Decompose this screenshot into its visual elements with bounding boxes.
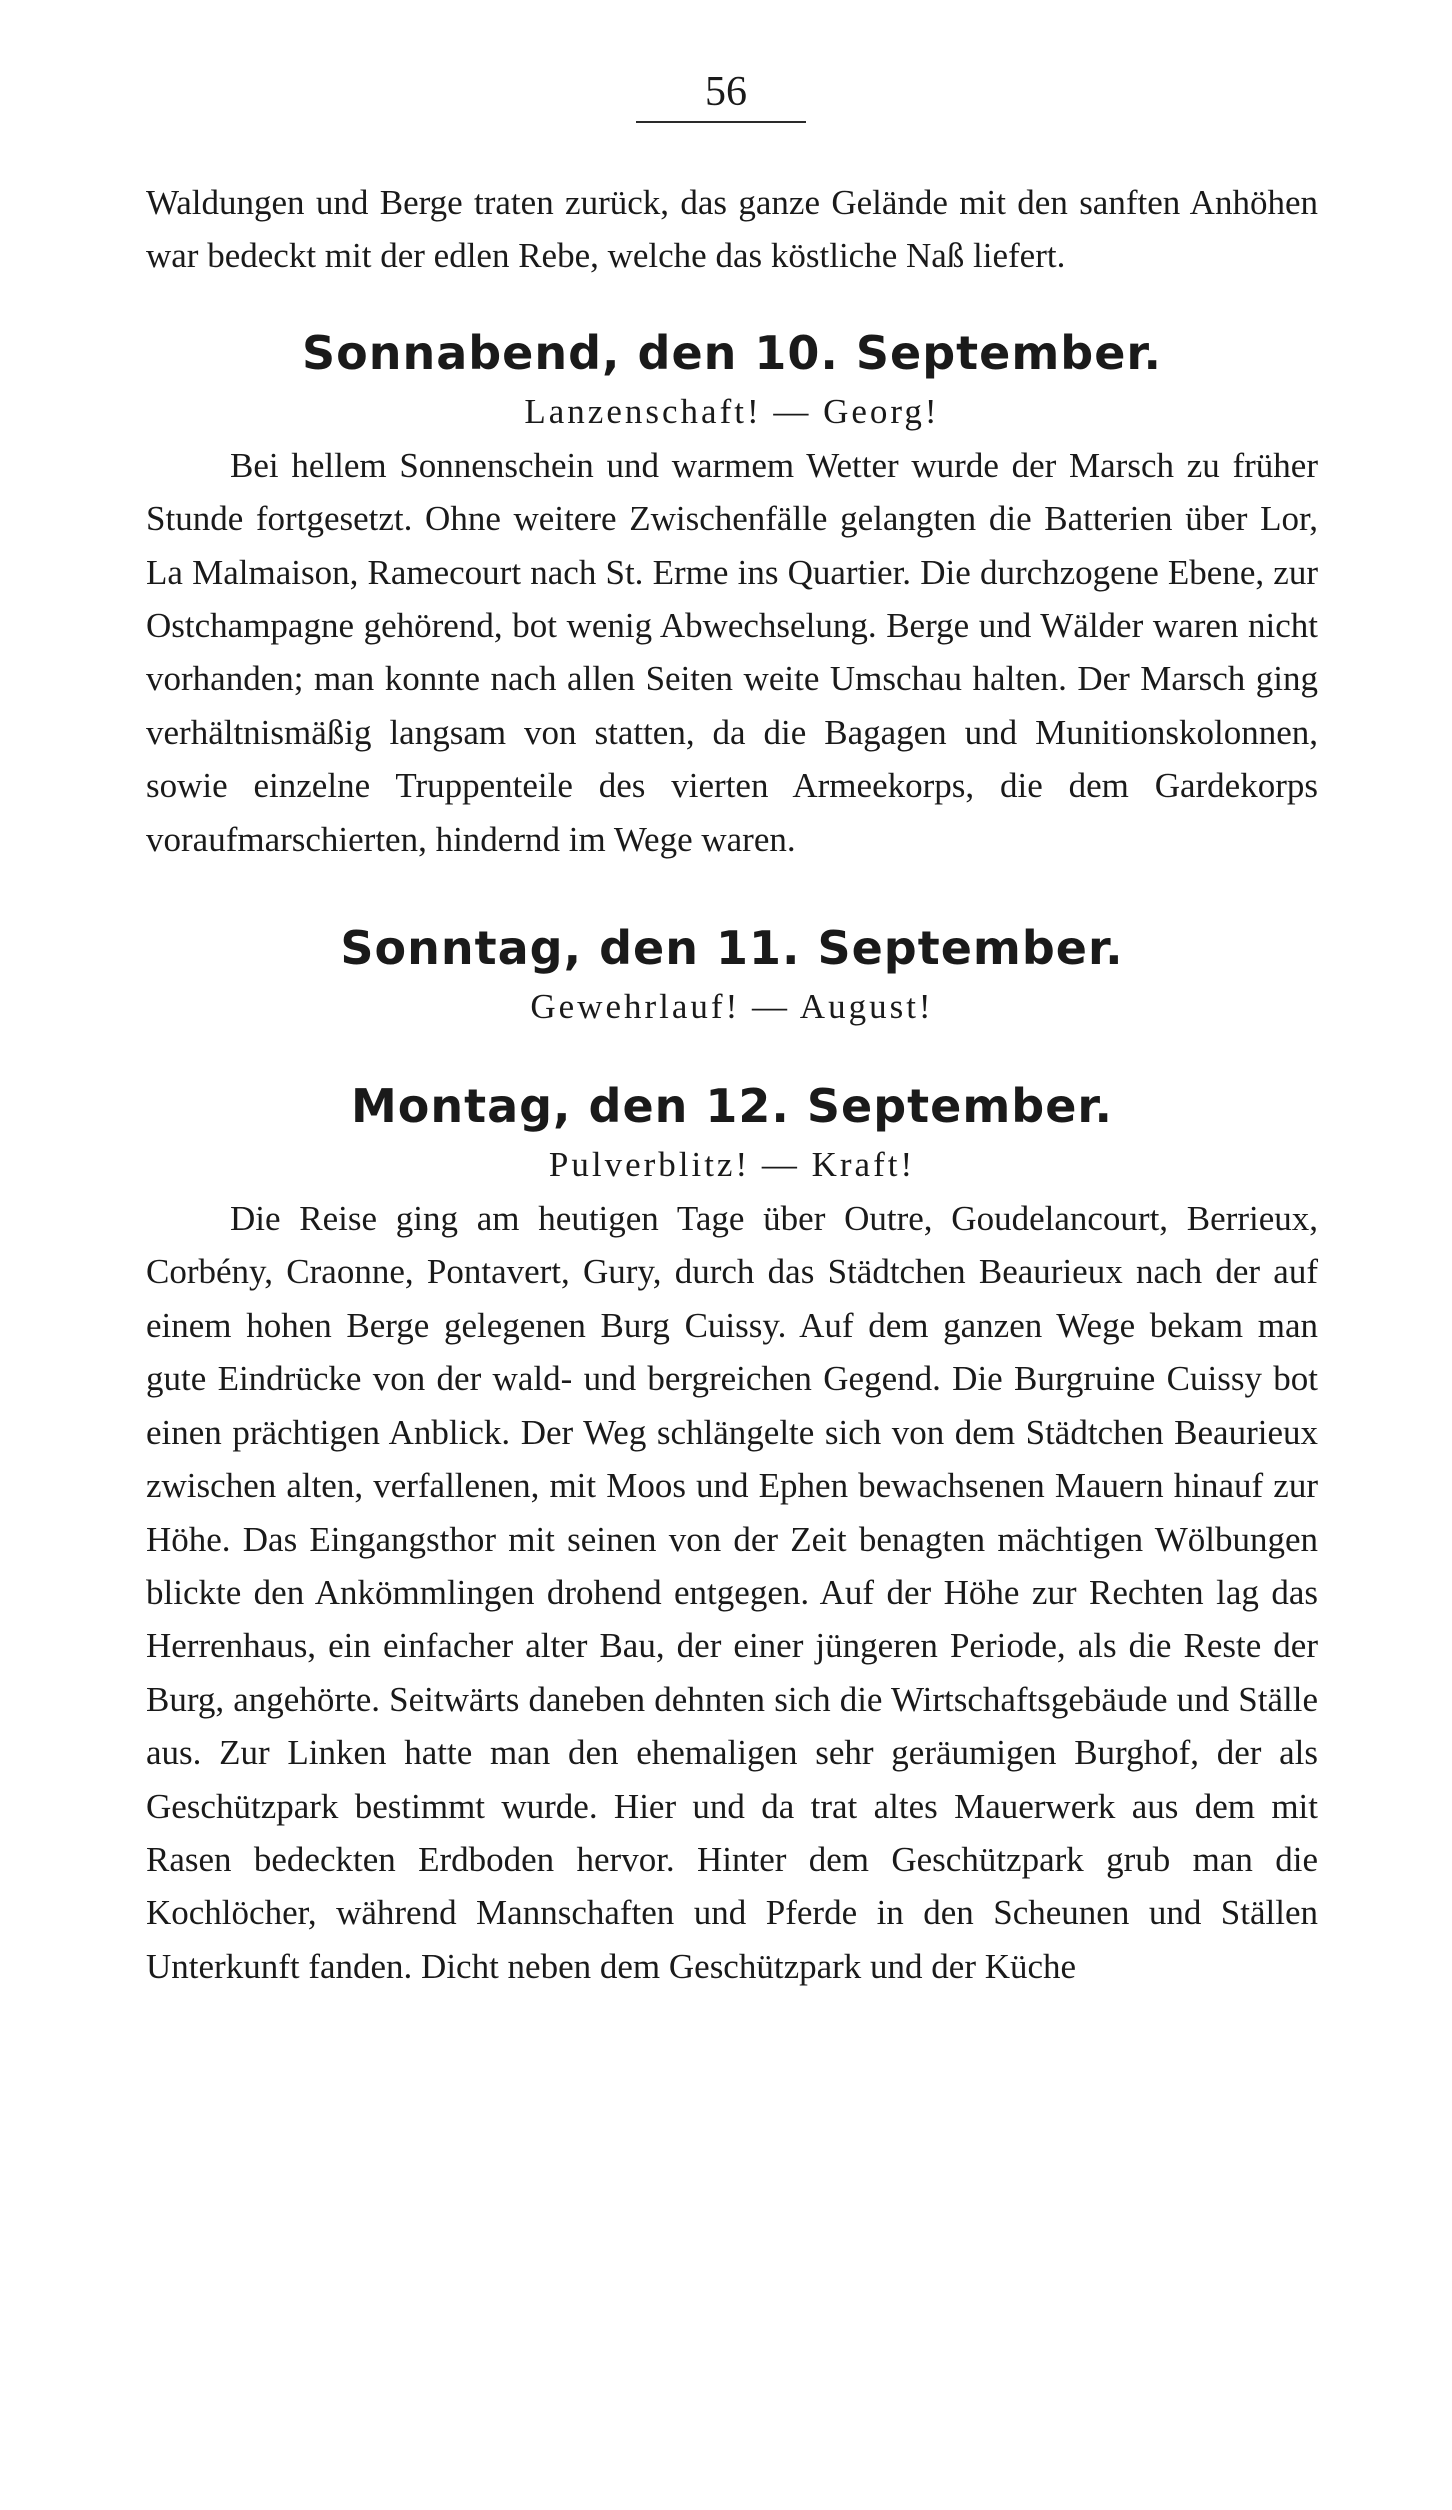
section-text-saturday: Bei hellem Sonnenschein und warmem Wetter wurde der Marsch zu früher Stunde fortgesetzt. Ohne weitere Zwischenfälle gelangten die Batterien über Lor, La Malmaison, Ramecourt nach St. Erme ins Quartier. Die durchzogene Ebene, zur Ostchampagne gehörend, bot wenig Abwechselung. Berge und Wälder waren nicht vorhanden; man konnte nach allen Seiten weite Umschau halten. Der Marsch ging verhältnismäßig langsam von statten, da die Bagagen und Munitionskolonnen, sowie einzelne Truppenteile des vierten Armeekorps, die dem Gardekorps voraufmarschierten, hindernd im Wege waren. [146,445,1318,859]
section-text-monday: Die Reise ging am heutigen Tage über Outre, Goudelancourt, Berrieux, Corbény, Craonne, Pontavert, Gury, durch das Städtchen Beaurieux nach der auf einem hohen Berge gelegenen Burg Cuissy. Auf dem ganzen Wege bekam man gute Eindrücke von der wald- und bergreichen Gegend. Die Burgruine Cuissy bot einen prächtigen Anblick. Der Weg schlängelte sich von dem Städtchen Beaurieux zwischen alten, verfallenen, mit Moos und Ephen bewachsenen Mauern hinauf zur Höhe. Das Eingangsthor mit seinen von der Zeit benagten mächtigen Wölbungen blickte den Ankömmlingen drohend entgegen. Auf der Höhe zur Rechten lag das Herrenhaus, ein einfacher alter Bau, der einer jüngeren Periode, als die Reste der Burg, angehörte. Seitwärts daneben dehnten sich die Wirtschaftsgebäude und Ställe aus. Zur Linken hatte man den ehemaligen sehr geräumigen Burghof, der als Geschützpark bestimmt wurde. Hier und da trat altes Mauerwerk aus dem mit Rasen bedeckten Erdboden hervor. Hinter dem Geschützpark grub man die Kochlöcher, während Mannschaften und Pferde in den Scheunen und Ställen Unterkunft fanden. Dicht neben dem Geschützpark und der Küche [146,1199,1318,1986]
page-number: 56 [705,69,747,115]
opening-paragraph: Waldungen und Berge traten zurück, das ganze Gelände mit den sanften Anhöhen war bedeckt mit der edlen Rebe, welche das köstliche Naß liefert. [146,183,1318,276]
section-names-saturday: Lanzenschaft! — Georg! [524,391,940,431]
section-names-sunday: Gewehrlauf! — August! [530,987,934,1027]
section-names-monday: Pulverblitz! — Kraft! [548,1145,916,1185]
section-heading-monday: Montag, den 12. September. [350,1079,1114,1134]
page-body [146,176,1318,1993]
section-heading-sunday: Sonntag, den 11. September. [340,921,1124,976]
page-number-rule [636,121,806,123]
section-heading-saturday: Sonnabend, den 10. September. [301,325,1163,380]
